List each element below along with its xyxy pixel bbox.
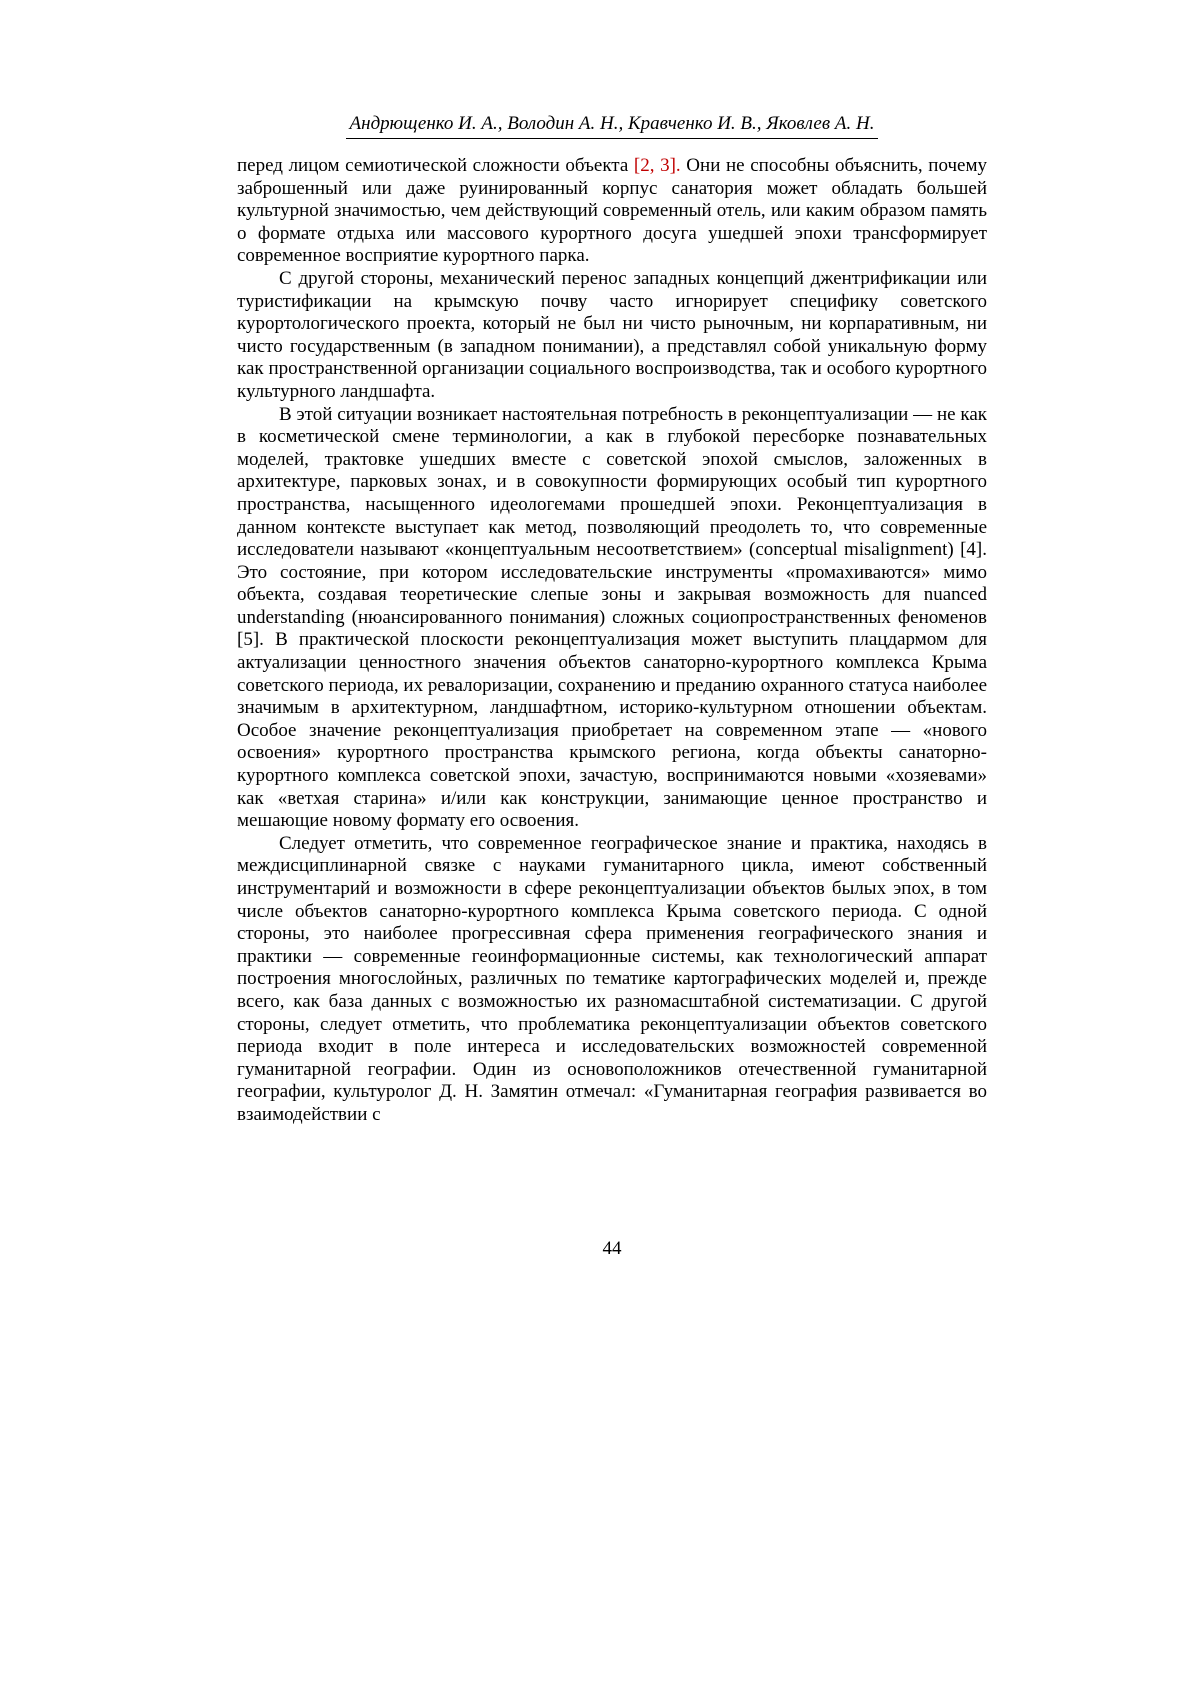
paragraph	[237, 155, 987, 268]
text-run: перед лицом семиотической сложности объекта	[237, 155, 634, 176]
citation-ref: [2, 3].	[633, 155, 681, 176]
paragraph	[237, 268, 987, 404]
running-header	[237, 112, 987, 139]
text-run: С другой стороны, механический перенос западных концепций джентрификации или туристификации на крымскую почву часто игнорирует специфику советского курортологического проекта, который не был ни чисто рыночным, ни корпаративным, ни чисто государственным (в западном понимании), а представлял собой уникальную форму как пространственной организации социального воспроизводства, так и особого курортного культурного ландшафта.	[237, 267, 987, 402]
paragraph	[237, 404, 987, 833]
text-run: Они не способны объяснить, почему заброшенный или даже руинированный корпус санатория может обладать большей культурной значимостью, чем действующий современный отель, или каким образом память о формате отдыха или массового курортного досуга ушедшей эпохи трансформирует современное восприятие курортного парка.	[237, 155, 987, 267]
document-body	[237, 155, 987, 1127]
text-run: В этой ситуации возникает настоятельная потребность в реконцептуализации — не как в косметической смене терминологии, а как в глубокой пересборке познавательных моделей, трактовке ушедших вместе с советской эпохой смыслов, заложенных в архитектуре, парковых зонах, и в совокупности формирующих особый тип курортного пространства, насыщенного идеологемами прошедшей эпохи. Реконцептуализация в данном контексте выступает как метод, позволяющий преодолеть то, что современные исследователи называют «концептуальным несоответствием» (conceptual misalignment) [4]. Это состояние, при котором исследовательские инструменты «промахиваются» мимо объекта, создавая теоретические слепые зоны и закрывая возможность для nuanced understanding (нюансированного понимания) сложных социопространственных феноменов [5]. В практической плоскости реконцептуализация может выступить плацдармом для актуализации ценностного значения объектов санаторно-курортного комплекса Крыма советского периода, их ревалоризации, сохранению и преданию охранного статуса наиболее значимым в архитектурном, ландшафтном, историко-культурном отношении объектам. Особое значение реконцептуализация приобретает на современном этапе — «нового освоения» курортного пространства крымского региона, когда объекты санаторно-курортного комплекса советской эпохи, зачастую, воспринимаются новыми «хозяевами» как «ветхая старина» и/или как конструкции, занимающие ценное пространство и мешающие новому формату его освоения.	[237, 403, 987, 832]
header-authors: Андрющенко И. А., Володин А. Н., Кравченко И. В., Яковлев А. Н.	[346, 112, 879, 139]
text-run: Следует отметить, что современное географическое знание и практика, находясь в междисциплинарной связке с науками гуманитарного цикла, имеют собственный инструментарий и возможности в сфере реконцептуализации объектов былых эпох, в том числе объектов санаторно-курортного комплекса Крыма советского периода. С одной стороны, это наиболее прогрессивная сфера применения географического знания и практики — современные геоинформационные системы, как технологический аппарат построения многослойных, различных по тематике картографических моделей и, прежде всего, как база данных с возможностью их разномасштабной систематизации. С другой стороны, следует отметить, что проблематика реконцептуализации объектов советского периода входит в поле интереса и исследовательских возможностей современной гуманитарной географии. Один из основоположников отечественной гуманитарной географии, культуролог Д. Н. Замятин отмечал: «Гуманитарная география развивается во взаимодействии с	[237, 832, 987, 1125]
content-column	[237, 112, 987, 1127]
paragraph	[237, 833, 987, 1127]
page-number: 44	[602, 1238, 622, 1259]
